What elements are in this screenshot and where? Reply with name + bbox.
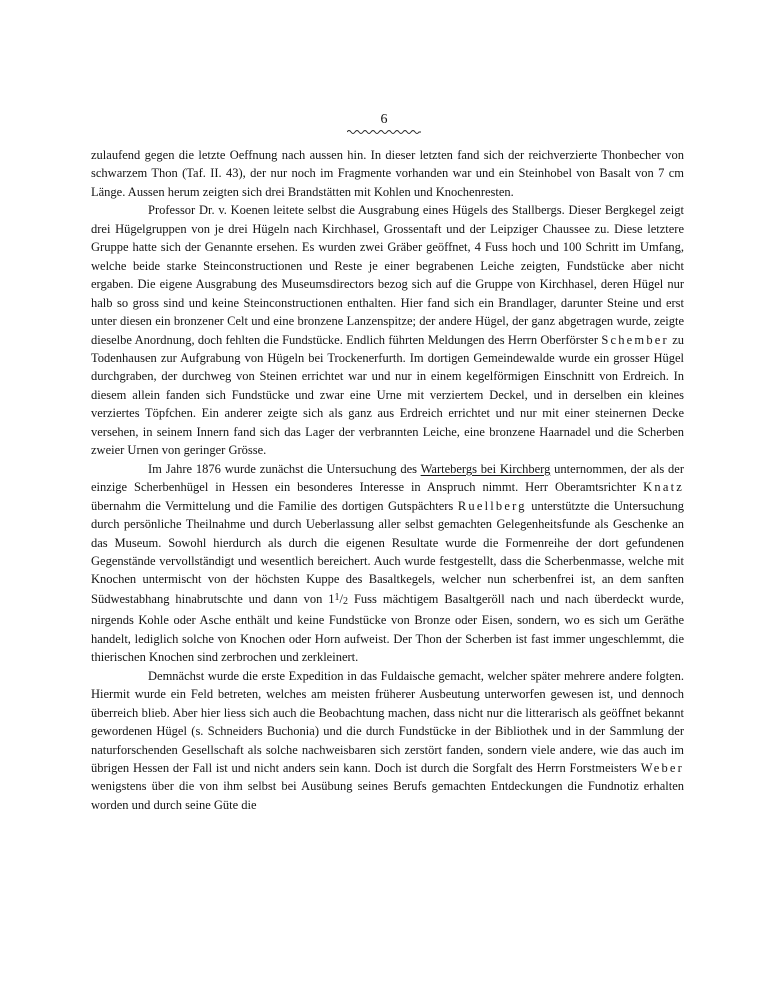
paragraph-3-text-e: Fuss mächtigem Basaltgeröll nach und nach überdeckt wurde, nirgends Kohle oder Asche enthält und keine Fundstücke von Bronze oder Eisen, sondern, wo es sich um Geräthe handelt, lediglich solche von Knochen oder Horn aufweist. Der Thon der Scherben ist fast immer ungeschlemmt, die thierischen Knochen sind zerbrochen und zerkleinert. bbox=[91, 591, 685, 665]
person-name-schember: Schember bbox=[601, 332, 669, 347]
paragraph-2 bbox=[91, 201, 684, 459]
paragraph-3-text-a: Im Jahre 1876 wurde zunächst die Untersuchung des bbox=[148, 461, 418, 476]
paragraph-2-text-a: Professor Dr. v. Koenen leitete selbst die Ausgrabung eines Hügels des Stallbergs. Dieser Bergkegel zeigt drei Hügelgruppen von je drei Hügeln nach Kirchhasel, Grossentaft und der Leipziger Chaussee zu. Diese letztere Gruppe hatte sich der Genannte ersehen. Es wurden zwei Gräber geöffnet, 4 Fuss hoch und 100 Schritt im Umfang, welche beide starke Steinconstructionen und Reste je einer begrabenen Leiche zeigten, Fundstücke aber nicht ergaben. Die eigene Ausgrabung des Museumsdirectors bezog sich auf die Gruppe von Kirchhasel, deren Hügel nur halb so gross sind und keine Steinconstructionen enthalten. Hier fand sich ein Brandlager, darunter Steine und erst unter diesen ein bronzener Celt und eine bronzene Lanzenspitze; der andere Hügel, der ganz abgetragen wurde, zeigte dieselbe Anordnung, doch fehlten die Fundstücke. Endlich führten Meldungen des Herrn Oberförster bbox=[91, 203, 684, 347]
paragraph-1 bbox=[91, 146, 684, 201]
body-text bbox=[91, 146, 684, 814]
paragraph-3-text-c: übernahm die Vermittelung und die Familie des dortigen Gutspächters bbox=[91, 498, 454, 513]
paragraph-1-text: zulaufend gegen die letzte Oeffnung nach aussen hin. In dieser letzten fand sich der reichverzierte Thonbecher von schwarzem Thon (Taf. II. 43), der nur noch im Fragmente vorhanden war und ein Steinhobel von Basalt von 7 cm Länge. Aussen herum zeigten sich drei Brandstätten mit Kohlen und Knochenresten. bbox=[91, 148, 684, 199]
fraction-denominator: 2 bbox=[343, 595, 349, 607]
paragraph-4-text-a: Demnächst wurde die erste Expedition in das Fuldaische gemacht, welcher später mehrere andere folgten. Hiermit wurde ein Feld betreten, welches am meisten früherer Ausbeutung unterworfen gewesen ist, und dennoch überreich blieb. Aber hier liess sich auch die Beobachtung machen, dass nicht nur die litterarisch als geöffnet bekannt gewordenen Hügel (s. Schneiders Buchonia) und die durch Fundstücke in der Bibliothek und in der Sammlung der naturforschenden Gesellschaft als solche nachweisbaren sich zerstört fanden, sondern viele andere, wie das auch im übrigen Hessen der Fall ist und nicht anders sein kann. Doch ist durch die Sorgfalt des Herrn Forstmeisters bbox=[91, 668, 684, 775]
paragraph-2-text-b: zu Todenhausen zur Aufgrabung von Hügeln bei Trockenerfurth. Im dortigen Gemeindewalde wurde ein grosser Hügel durchgraben, der durchweg von Steinen errichtet war und nur in einem kegelförmigen Einschnitt von Erdreich. In diesem allein fanden sich Fundstücke und zwar eine Urne mit verziertem Deckel, und in derselben ein kleines verziertes Töpfchen. Ein anderer zeigte sich als ganz aus Erdreich errichtet und nur mit einer steinernen Decke versehen, in seinem Innern fand sich das Lager der verbrannten Leiche, eine bronzene Haarnadel und die Scherben zweier Urnen von geringer Grösse. bbox=[91, 332, 685, 458]
fraction-numerator: 1 bbox=[334, 591, 340, 603]
person-name-knatz: Knatz bbox=[643, 480, 684, 495]
paragraph-4 bbox=[91, 667, 684, 815]
paragraph-4-text-b: wenigstens über die von ihm selbst bei Ausübung seines Berufs gemachten Entdeckungen die Fundnotiz erhalten worden und durch seine Güte die bbox=[91, 779, 684, 812]
page-number: 6 bbox=[380, 112, 388, 127]
place-name-warteberg: Wartebergs bei Kirchberg bbox=[420, 461, 551, 476]
person-name-weber: Weber bbox=[640, 760, 685, 775]
person-name-ruellberg: Ruellberg bbox=[457, 498, 527, 513]
paragraph-3: Im Jahre 1876 wurde zunächst die Untersuchung des Wartebergs bei Kirchberg unternommen, der als der einzige Scherbenhügel in Hessen ein besonderes Interesse in Anspruch nimmt. Herr Oberamtsrichter Knatz übernahm die Vermittelung und die Familie des dortigen Gutspächters Ruellberg unterstützte die Untersuchung durch persönliche Theilnahme und durch Ueberlassung aller selbst gemachten Gelegenheitsfunde als Geschenke an das Museum. Sowohl hierdurch als durch die eigenen Resultate wurde die Formenreihe der dort gefundenen Gegenstände vervollständigt und wesentlich bereichert. Auch wurde festgestellt, dass die Scherbenmasse, welche mit Knochen untermischt von der höchsten Kuppe des Basaltkegels, welcher nun scherbenfrei ist, an dem sanften Südwestabhang hinabrutschte und dann von $1^1/2$ Fuss mächtigem Basaltgeröll nach und nach überdeckt wurde, nirgends Kohle oder Asche enthält und keine Fundstücke von Bronze oder Eisen, sondern, wo es sich um Geräthe handelt, lediglich solche von Knochen oder Horn aufweist. Der Thon der Scherben ist fast immer ungeschlemmt, die thierischen Knochen sind zerbrochen und zerkleinert. bbox=[91, 461, 685, 665]
paragraph-3-text-d: unterstützte die Untersuchung durch persönliche Theilnahme und durch Ueberlassung aller selbst gemachten Gelegenheitsfunde als Geschenke an das Museum. Sowohl hierdurch als durch die eigenen Resultate wurde die Formenreihe der dort gefundenen Gegenstände vervollständigt und wesentlich bereichert. Auch wurde festgestellt, dass die Scherbenmasse, welche mit Knochen untermischt von der höchsten Kuppe des Basaltkegels, welcher nun scherbenfrei ist, an dem sanften Südwestabhang hinabrutschte und dann von 1 bbox=[91, 498, 684, 606]
paragraph-3-text-b: unternommen, der als der einzige Scherbenhügel in Hessen ein besonderes Interesse in Anspruch nimmt. Herr Oberamtsrichter bbox=[91, 461, 684, 495]
page-number-wave-ornament bbox=[347, 129, 421, 135]
